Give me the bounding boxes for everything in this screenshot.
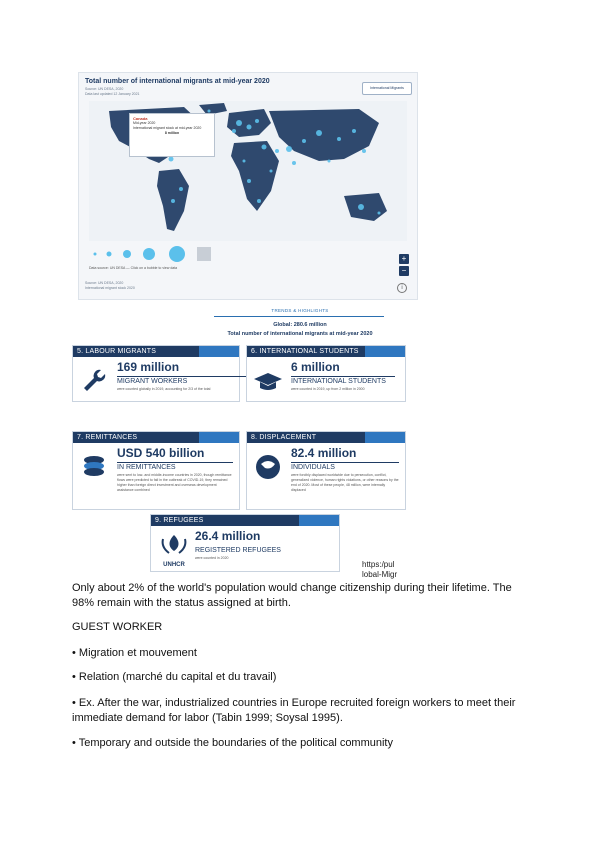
displacement-globe-icon bbox=[253, 452, 283, 482]
wrench-icon bbox=[79, 366, 109, 396]
graduation-cap-icon bbox=[253, 366, 283, 396]
heading-guest-worker: GUEST WORKER bbox=[72, 621, 163, 633]
card-label: IN REMITTANCES bbox=[117, 464, 176, 471]
url-line1: https:/pul bbox=[362, 560, 395, 569]
card-label: INTERNATIONAL STUDENTS bbox=[291, 378, 386, 385]
card-value: USD 540 billion bbox=[117, 446, 205, 460]
info-icon[interactable]: i bbox=[397, 283, 407, 293]
card-description: were forcibly displaced worldwide due to persecution, conflict, generalized violence, human rights violations, or other reasons by the end of 2020. Most of these people, 48 million, were internally displaced bbox=[291, 473, 399, 492]
url-line2: lobal-Migr bbox=[362, 570, 398, 579]
card-rule bbox=[117, 376, 257, 377]
migrants-map-panel bbox=[78, 72, 418, 300]
trends-divider bbox=[214, 316, 384, 317]
trends-label: TRENDS & HIGHLIGHTS bbox=[271, 308, 329, 313]
card-header: 8. DISPLACEMENT bbox=[247, 432, 405, 443]
zoom-out-button[interactable]: − bbox=[399, 266, 409, 276]
card-displacement bbox=[246, 431, 406, 510]
card-header: 9. REFUGEES bbox=[151, 515, 339, 526]
map-title: Total number of international migrants at mid-year 2020 bbox=[85, 78, 270, 85]
paragraph-citizenship: Only about 2% of the world's population would change citizenship during their lifetime. The 98% remain with the status assigned at birth. bbox=[72, 582, 512, 609]
map-source-line2: Data last updated 12 January 2021 bbox=[85, 92, 140, 96]
trends-global: Global: 280.6 million bbox=[273, 322, 327, 328]
card-rule bbox=[117, 462, 233, 463]
card-description: were sent to low- and middle-income countries in 2020, though remittance flows were predicted to fall in the outbreak of COVID-19, they remained higher than foreign direct investment and overseas development assistance combined bbox=[117, 473, 232, 492]
card-description: were counted globally in 2019, accounting for 2/3 of the total bbox=[117, 387, 211, 391]
card-label: REGISTERED REFUGEES bbox=[195, 547, 281, 554]
unhcr-logo bbox=[157, 531, 191, 568]
card-value: 6 million bbox=[291, 360, 340, 374]
card-international-students bbox=[246, 345, 406, 402]
card-label: MIGRANT WORKERS bbox=[117, 378, 188, 385]
map-source bbox=[85, 87, 139, 97]
map-footer-line2: International migrant stock 2020 bbox=[85, 286, 135, 290]
trends-subtitle: Total number of international migrants at mid-year 2020 bbox=[227, 331, 373, 337]
bubble-size-legend bbox=[89, 243, 219, 265]
bullet-migration: • Migration et mouvement bbox=[72, 647, 197, 659]
card-remittances bbox=[72, 431, 240, 510]
card-description: were counted in 2019, up from 2 million in 2000 bbox=[291, 387, 365, 391]
card-value: 169 million bbox=[117, 360, 180, 374]
bullet-relation: • Relation (marché du capital et du travail) bbox=[72, 671, 277, 683]
card-value: 82.4 million bbox=[291, 446, 357, 460]
bullet-example: • Ex. After the war, industrialized countries in Europe recruited foreign workers to meet their immediate demand for labor (Tabin 1999; Soysal 1995). bbox=[72, 697, 516, 724]
coins-icon bbox=[79, 452, 109, 482]
map-source-line1: Source: UN DESA, 2020 bbox=[85, 87, 124, 91]
card-header: 7. REMITTANCES bbox=[73, 432, 239, 443]
card-header: 6. INTERNATIONAL STUDENTS bbox=[247, 346, 405, 357]
card-labour-migrants bbox=[72, 345, 240, 402]
card-refugees bbox=[150, 514, 340, 572]
tooltip-indicator: International migrant stock at mid-year 2020 bbox=[133, 126, 202, 130]
card-value: 26.4 million bbox=[195, 529, 261, 543]
tooltip-period: Mid-year 2020 bbox=[133, 121, 156, 125]
card-rule bbox=[291, 376, 395, 377]
bullet-temporary: • Temporary and outside the boundaries of the political community bbox=[72, 737, 393, 749]
indicator-select-button[interactable]: International Migrants bbox=[362, 82, 412, 95]
legend-caption: Data source: UN DESA — Click on a bubble to view data bbox=[89, 266, 178, 270]
map-footer-line1: Source: UN DESA, 2020 bbox=[85, 281, 124, 285]
card-description: were counted in 2020 bbox=[195, 556, 229, 560]
unhcr-emblem-icon bbox=[157, 531, 191, 557]
card-rule bbox=[291, 462, 399, 463]
tooltip-value: 8 million bbox=[164, 131, 180, 135]
map-tooltip bbox=[129, 113, 215, 157]
card-label: INDIVIDUALS bbox=[291, 464, 335, 471]
unhcr-logo-text: UNHCR bbox=[163, 562, 185, 568]
tooltip-country: Canada bbox=[133, 116, 148, 121]
map-footer bbox=[85, 281, 135, 291]
card-header: 5. LABOUR MIGRANTS bbox=[73, 346, 239, 357]
source-url-fragment bbox=[362, 560, 397, 580]
zoom-in-button[interactable]: + bbox=[399, 254, 409, 264]
